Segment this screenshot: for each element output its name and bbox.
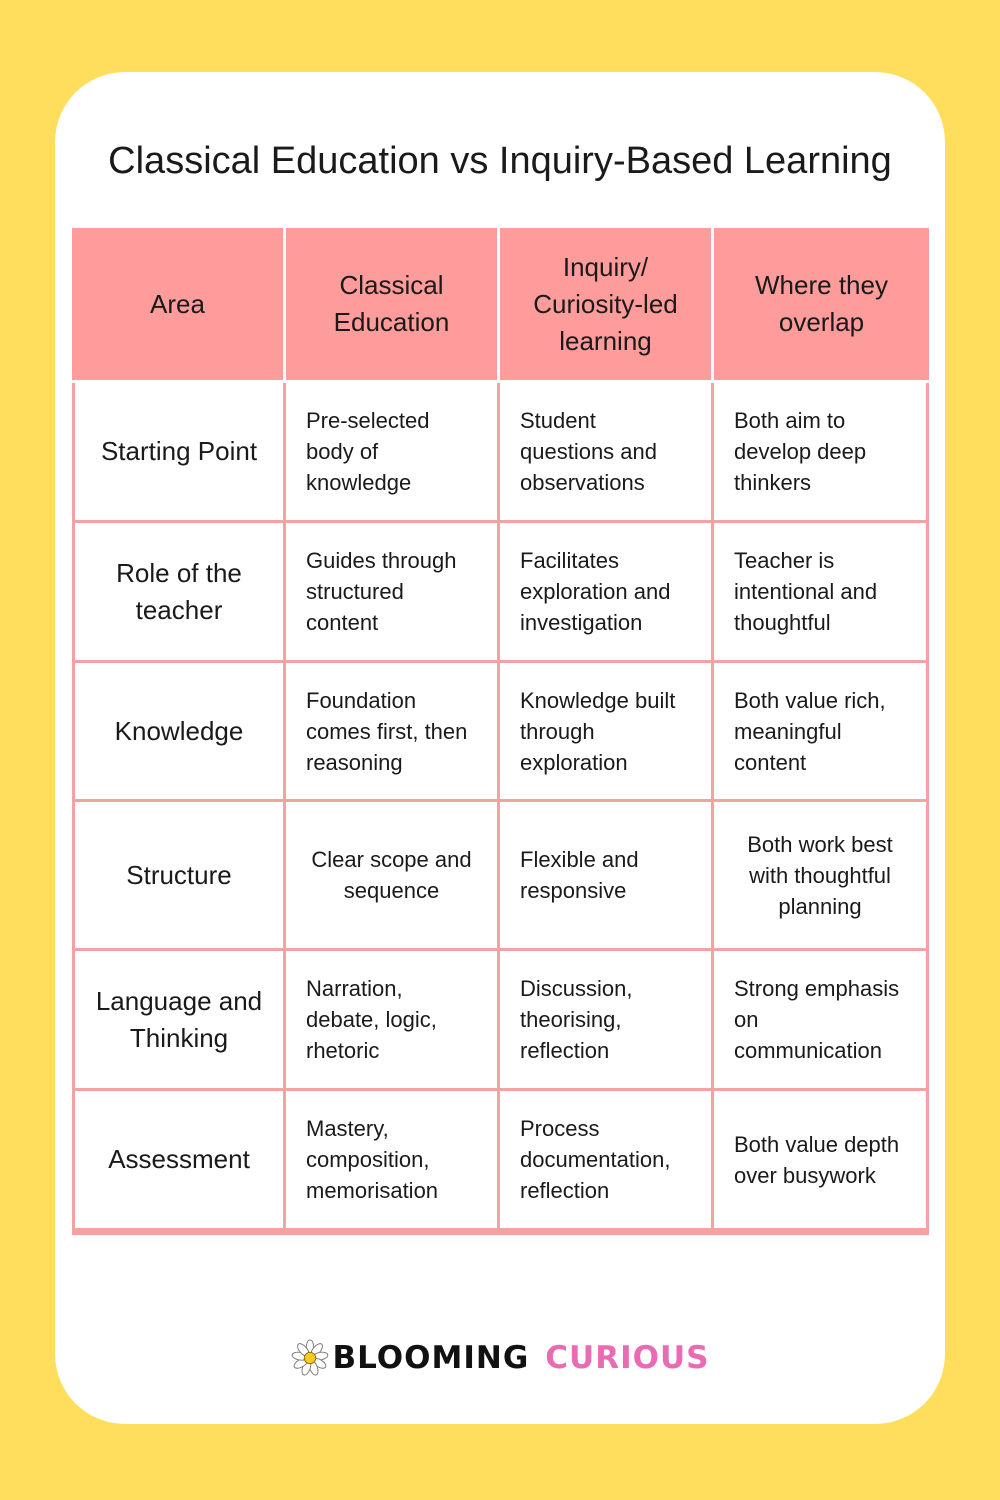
area-cell: Role of the teacher [72, 523, 286, 663]
overlap-cell: Strong emphasis on communication [714, 951, 929, 1091]
overlap-cell: Both aim to develop deep thinkers [714, 383, 929, 523]
area-cell: Structure [72, 802, 286, 951]
header-area: Area [72, 228, 286, 383]
overlap-cell: Both value rich, meaningful content [714, 663, 929, 802]
classical-cell: Pre-selected body of knowledge [286, 383, 500, 523]
header-overlap: Where they overlap [714, 228, 929, 383]
inquiry-cell: Process documentation, reflection [500, 1091, 714, 1231]
area-cell: Language and Thinking [72, 951, 286, 1091]
header-inquiry: Inquiry/ Curiosity-led learning [500, 228, 714, 383]
header-classical: Classical Education [286, 228, 500, 383]
inquiry-cell: Student questions and observations [500, 383, 714, 523]
area-cell: Knowledge [72, 663, 286, 802]
classical-cell: Narration, debate, logic, rhetoric [286, 951, 500, 1091]
classical-cell: Mastery, composition, memorisation [286, 1091, 500, 1231]
inquiry-cell: Flexible and responsive [500, 802, 714, 951]
classical-cell: Guides through structured content [286, 523, 500, 663]
area-cell: Assessment [72, 1091, 286, 1231]
overlap-cell: Both value depth over busywork [714, 1091, 929, 1231]
inquiry-cell: Knowledge built through exploration [500, 663, 714, 802]
logo-word-blooming: BLOOMING [332, 1340, 530, 1376]
overlap-cell: Teacher is intentional and thoughtful [714, 523, 929, 663]
inquiry-cell: Discussion, theorising, reflection [500, 951, 714, 1091]
overlap-cell: Both work best with thoughtful planning [714, 802, 929, 951]
brand-logo [0, 1336, 1000, 1380]
page-title: Classical Education vs Inquiry-Based Learning [108, 140, 892, 182]
logo-word-curious: CURIOUS [545, 1340, 710, 1376]
inquiry-cell: Facilitates exploration and investigation [500, 523, 714, 663]
comparison-table [72, 228, 929, 1235]
classical-cell: Foundation comes first, then reasoning [286, 663, 500, 802]
area-cell: Starting Point [72, 383, 286, 523]
daisy-icon [291, 1339, 329, 1377]
classical-cell: Clear scope and sequence [286, 802, 500, 951]
